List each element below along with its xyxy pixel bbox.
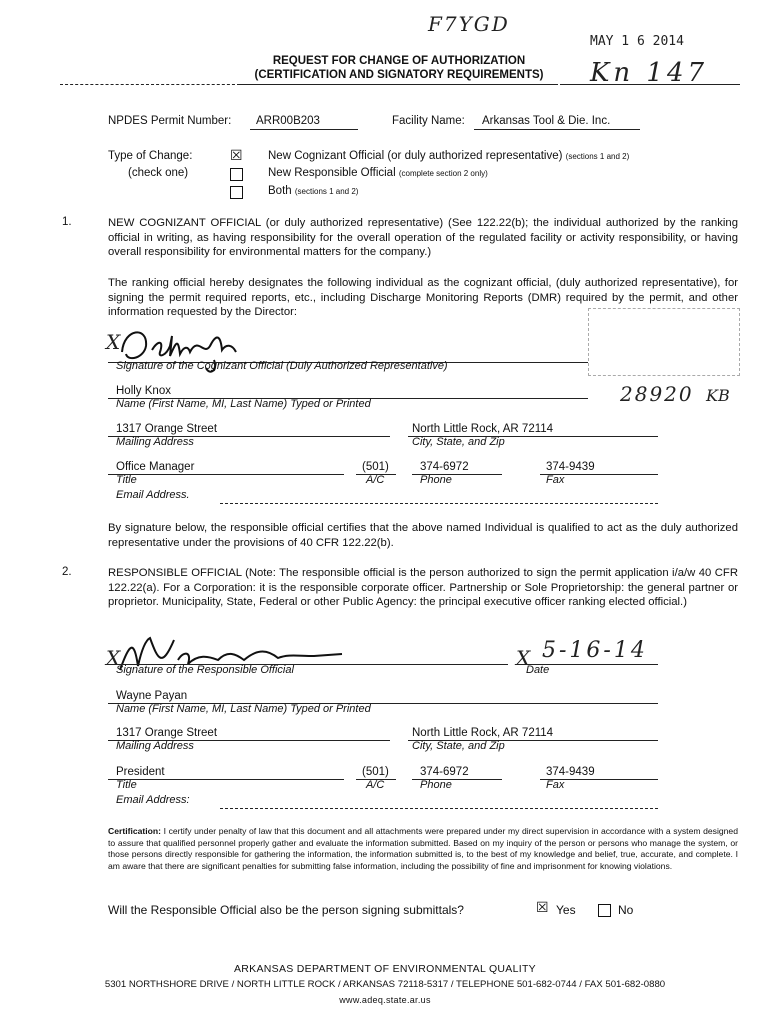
signature-date-value: 5-16-14 (542, 638, 648, 663)
cognizant-title-value: Office Manager (116, 461, 195, 473)
cognizant-signature-label: Signature of the Cognizant Official (Duly Authorized Representative) (116, 360, 448, 372)
responsible-phone-value: 374-6972 (420, 766, 469, 778)
signature-x-mark: X (106, 330, 121, 354)
cognizant-ac-value: (501) (362, 461, 389, 473)
responsible-fax-label: Fax (546, 779, 565, 791)
checkbox-new-responsible[interactable] (230, 168, 243, 181)
section1-designation: The ranking official hereby designates the following individual as the cognizant official, (duly authorized representative), for signing the permit required reports, etc., including Discharge Monitoring Reports (DMR) required by the permit, and other information requested by the Director: (108, 277, 738, 318)
responsible-phone-label: Phone (420, 779, 452, 791)
section2-intro: RESPONSIBLE OFFICIAL (Note: The responsible official is the person authorized to sign the permit application i/a/w 40 CFR 122.22(a). For a Corporation: it is the responsible corporate officer. Partnership or Sole Proprietorship: the general partner or proprietor. Municipality, State, Federal or other Public Agency: the principal executive officer ranking elected official.) (108, 567, 738, 608)
section1-certify: By signature below, the responsible official certifies that the above named Individual is qualified to act as the duly authorized representative under the provisions of 40 CFR 122.22(b). (108, 522, 738, 549)
option-text: New Cognizant Official (or duly authorized representative) (268, 150, 563, 162)
cognizant-name-value: Holly Knox (116, 385, 171, 397)
option-note: (sections 1 and 2) (565, 152, 630, 161)
responsible-address-label: Mailing Address (116, 740, 194, 752)
responsible-title-value: President (116, 766, 165, 778)
responsible-signature-x-mark: X (106, 646, 121, 670)
checkbox-both[interactable] (230, 186, 243, 199)
responsible-name-label: Name (First Name, MI, Last Name) Typed or Printed (116, 703, 371, 715)
cognizant-ac-label: A/C (366, 474, 385, 486)
form-title-line2: (CERTIFICATION AND SIGNATORY REQUIREMENTS) (254, 69, 544, 81)
permit-number-label: NPDES Permit Number: (108, 115, 232, 127)
checkbox-yes[interactable]: ☒ (536, 899, 549, 915)
footer-web: www.adeq.state.ar.us (339, 995, 431, 1005)
responsible-title-label: Title (116, 779, 137, 791)
cognizant-address-value: 1317 Orange Street (116, 423, 218, 435)
responsible-ac-label: A/C (366, 779, 385, 791)
footer-address: 5301 NORTHSHORE DRIVE / NORTH LITTLE ROCK / ARKANSAS 72118-5317 / TELEPHONE 501-682-0744 / FAX 501-682-0880 (104, 979, 666, 990)
responsible-fax-value: 374-9439 (546, 766, 595, 778)
cognizant-title-label: Title (116, 474, 137, 486)
option-note: (sections 1 and 2) (294, 187, 359, 196)
responsible-name-value: Wayne Payan (116, 690, 188, 702)
certification-text: I certify under penalty of law that this document and all attachments were prepared under my direct supervision in accordance with a system designed to assure that qualified personnel properly gather and evaluate the information submitted. Based on my inquiry of the person or persons who manage the system, or those persons directly responsible for gathering the information, the information submitted is, to the best of my knowledge and belief, true, accurate, and complete. I am aware that there are significant penalties for submitting false information, including the possibility of fine and imprisonment for knowing violations. (108, 826, 738, 871)
date-x-mark: X (516, 646, 531, 670)
responsible-email-label: Email Address: (116, 794, 190, 806)
option-both (268, 185, 358, 197)
cognizant-name-label: Name (First Name, MI, Last Name) Typed or Printed (116, 398, 371, 410)
responsible-signature-label: Signature of the Responsible Official (116, 664, 294, 676)
option-text: New Responsible Official (268, 167, 396, 179)
option-text: Both (268, 185, 292, 197)
received-stamp-box (588, 308, 740, 376)
form-title-line1: REQUEST FOR CHANGE OF AUTHORIZATION (272, 55, 526, 67)
cognizant-phone-label: Phone (420, 474, 452, 486)
type-of-change-sublabel: (check one) (128, 167, 189, 179)
cognizant-fax-value: 374-9439 (546, 461, 595, 473)
section2-number: 2. (62, 566, 72, 578)
cognizant-address-label: Mailing Address (116, 436, 194, 448)
checkbox-new-cognizant[interactable]: ☒ (230, 147, 243, 163)
cognizant-phone-value: 374-6972 (420, 461, 469, 473)
section1-number: 1. (62, 216, 72, 228)
facility-name-label: Facility Name: (392, 115, 465, 127)
facility-name-value: Arkansas Tool & Die. Inc. (482, 115, 611, 127)
handwritten-code: F7YGD (428, 12, 510, 36)
cognizant-fax-label: Fax (546, 474, 565, 486)
signing-question: Will the Responsible Official also be the person signing submittals? (108, 903, 464, 917)
option-note: (complete section 2 only) (398, 169, 488, 178)
section1-intro: NEW COGNIZANT OFFICIAL (or duly authorized representative) (See 122.22(b); the individual authorized by the ranking official in writing, as having responsibility for the overall operation of the regulated facility or activity responsibility, or having overall responsibility for environmental matters for the company.) (108, 217, 738, 258)
signature-date-label: Date (526, 664, 550, 676)
certification-statement (108, 826, 738, 872)
cognizant-email-label: Email Address. (116, 489, 190, 501)
no-label: No (618, 903, 634, 917)
received-stamp: MAY 1 6 2014 (590, 34, 684, 49)
option-new-cognizant (268, 150, 629, 162)
cognizant-city-value: North Little Rock, AR 72114 (412, 423, 554, 435)
yes-label: Yes (556, 903, 576, 917)
handwritten-initials: Kn 147 (590, 58, 709, 88)
permit-number-value: ARR00B203 (256, 115, 320, 127)
responsible-address-value: 1317 Orange Street (116, 727, 218, 739)
checkbox-no[interactable] (598, 904, 611, 917)
responsible-city-label: City, State, and Zip (412, 740, 505, 752)
responsible-city-value: North Little Rock, AR 72114 (412, 727, 554, 739)
stamp-number: 28920 (620, 382, 694, 406)
option-new-responsible (268, 167, 488, 179)
type-of-change-label: Type of Change: (108, 150, 193, 162)
stamp-initials: KB (706, 386, 730, 405)
responsible-ac-value: (501) (362, 766, 389, 778)
certification-lead: Certification: (108, 826, 161, 836)
cognizant-city-label: City, State, and Zip (412, 436, 505, 448)
footer-agency: ARKANSAS DEPARTMENT OF ENVIRONMENTAL QUALITY (233, 963, 536, 975)
